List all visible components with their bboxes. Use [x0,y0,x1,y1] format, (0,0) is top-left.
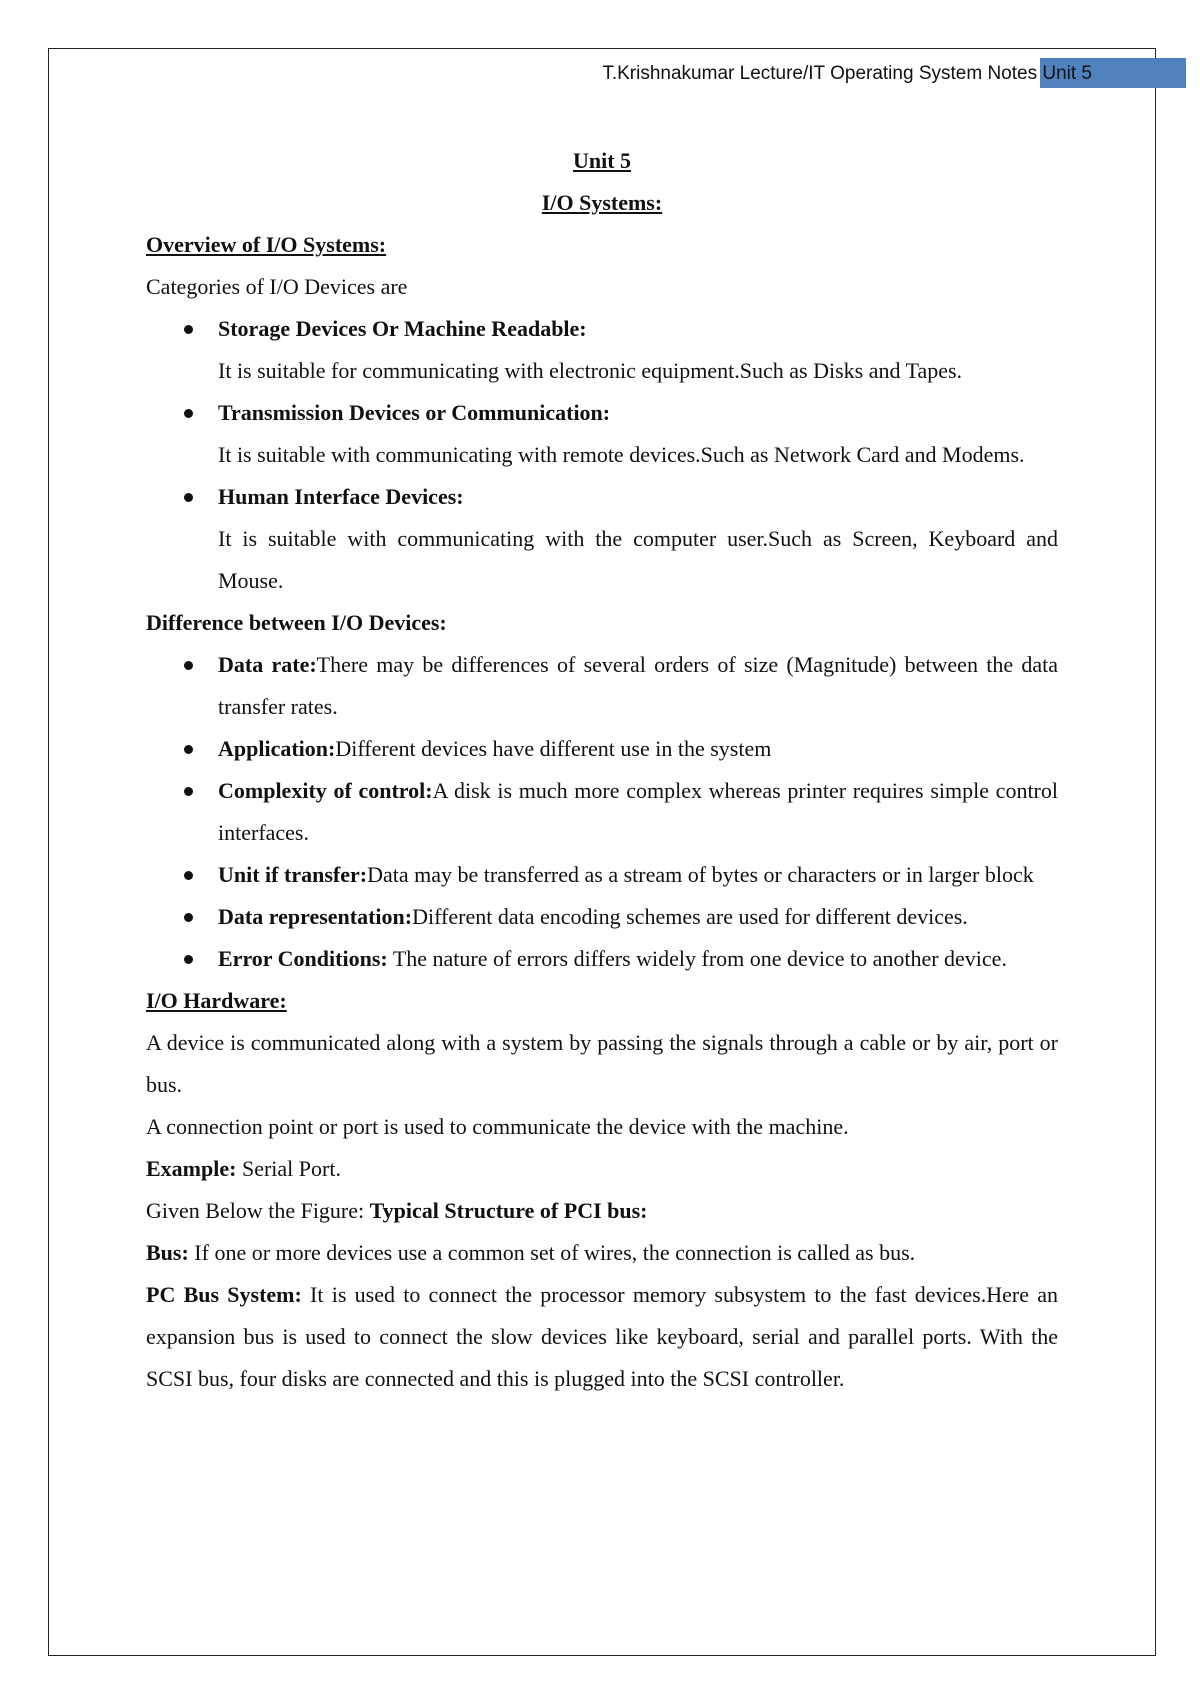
item-title: Human Interface Devices: [218,484,464,509]
item-title: Data representation: [218,904,413,929]
page-subtitle: I/O Systems: [541,190,663,215]
list-item [146,896,1058,938]
item-text: A disk is much more complex whereas printer requires simple control interfaces. [218,778,1058,845]
overview-intro: Categories of I/O Devices are [146,274,408,299]
figure-title: Typical Structure of PCI bus: [369,1198,648,1223]
item-text: It is suitable with communicating with the computer user.Such as Screen, Keyboard and Mouse. [218,526,1058,593]
pcbus-label: PC Bus System: [146,1282,302,1307]
list-item [146,728,1058,770]
item-title: Data rate: [218,652,317,677]
item-text: It is suitable with communicating with remote devices.Such as Network Card and Modems. [218,442,1025,467]
item-title: Application: [218,736,336,761]
item-text: Data may be transferred as a stream of bytes or characters or in larger block [367,862,1034,887]
item-text: There may be differences of several orders of size (Magnitude) between the data transfer rates. [218,652,1058,719]
item-text: The nature of errors differs widely from one device to another device. [387,946,1007,971]
list-item [146,476,1058,602]
pcbus-paragraph [146,1274,1058,1400]
document-body [146,140,1058,1400]
example-text: Serial Port. [236,1156,341,1181]
pcbus-text: It is used to connect the processor memory subsystem to the fast devices.Here an expansion bus is used to connect the slow devices like keyboard, serial and parallel ports. With the SCSI bus, four disks are connected and this is plugged into the SCSI controller. [146,1282,1058,1391]
example-line [146,1148,1058,1190]
item-title: Error Conditions: [218,946,388,971]
list-item [146,770,1058,854]
item-text: Different devices have different use in the system [335,736,772,761]
hardware-heading: I/O Hardware: [146,988,287,1013]
overview-heading: Overview of I/O Systems: [146,232,387,257]
difference-heading: Difference between I/O Devices: [146,610,447,635]
figure-line [146,1190,1058,1232]
list-item [146,308,1058,392]
list-item [146,854,1058,896]
hardware-para-2: A connection point or port is used to communicate the device with the machine. [146,1114,849,1139]
page-title: Unit 5 [572,148,632,173]
item-title: Unit if transfer: [218,862,368,887]
page-header [602,60,1092,88]
difference-list [146,644,1058,980]
hardware-para-1: A device is communicated along with a system by passing the signals through a cable or by air, port or bus. [146,1030,1058,1097]
item-text: Different data encoding schemes are used for different devices. [412,904,968,929]
example-label: Example: [146,1156,237,1181]
list-item [146,938,1058,980]
item-title: Complexity of control: [218,778,433,803]
bus-line [146,1232,1058,1274]
bus-text: If one or more devices use a common set of wires, the connection is called as bus. [188,1240,916,1265]
figure-prefix: Given Below the Figure: [146,1198,370,1223]
item-text: It is suitable for communicating with electronic equipment.Such as Disks and Tapes. [218,358,963,383]
item-title: Transmission Devices or Communication: [218,400,611,425]
header-text: T.Krishnakumar Lecture/IT Operating System Notes [602,63,1038,84]
list-item [146,392,1058,476]
item-title: Storage Devices Or Machine Readable: [218,316,587,341]
header-unit: Unit 5 [1042,63,1092,84]
list-item [146,644,1058,728]
overview-list [146,308,1058,602]
bus-label: Bus: [146,1240,189,1265]
